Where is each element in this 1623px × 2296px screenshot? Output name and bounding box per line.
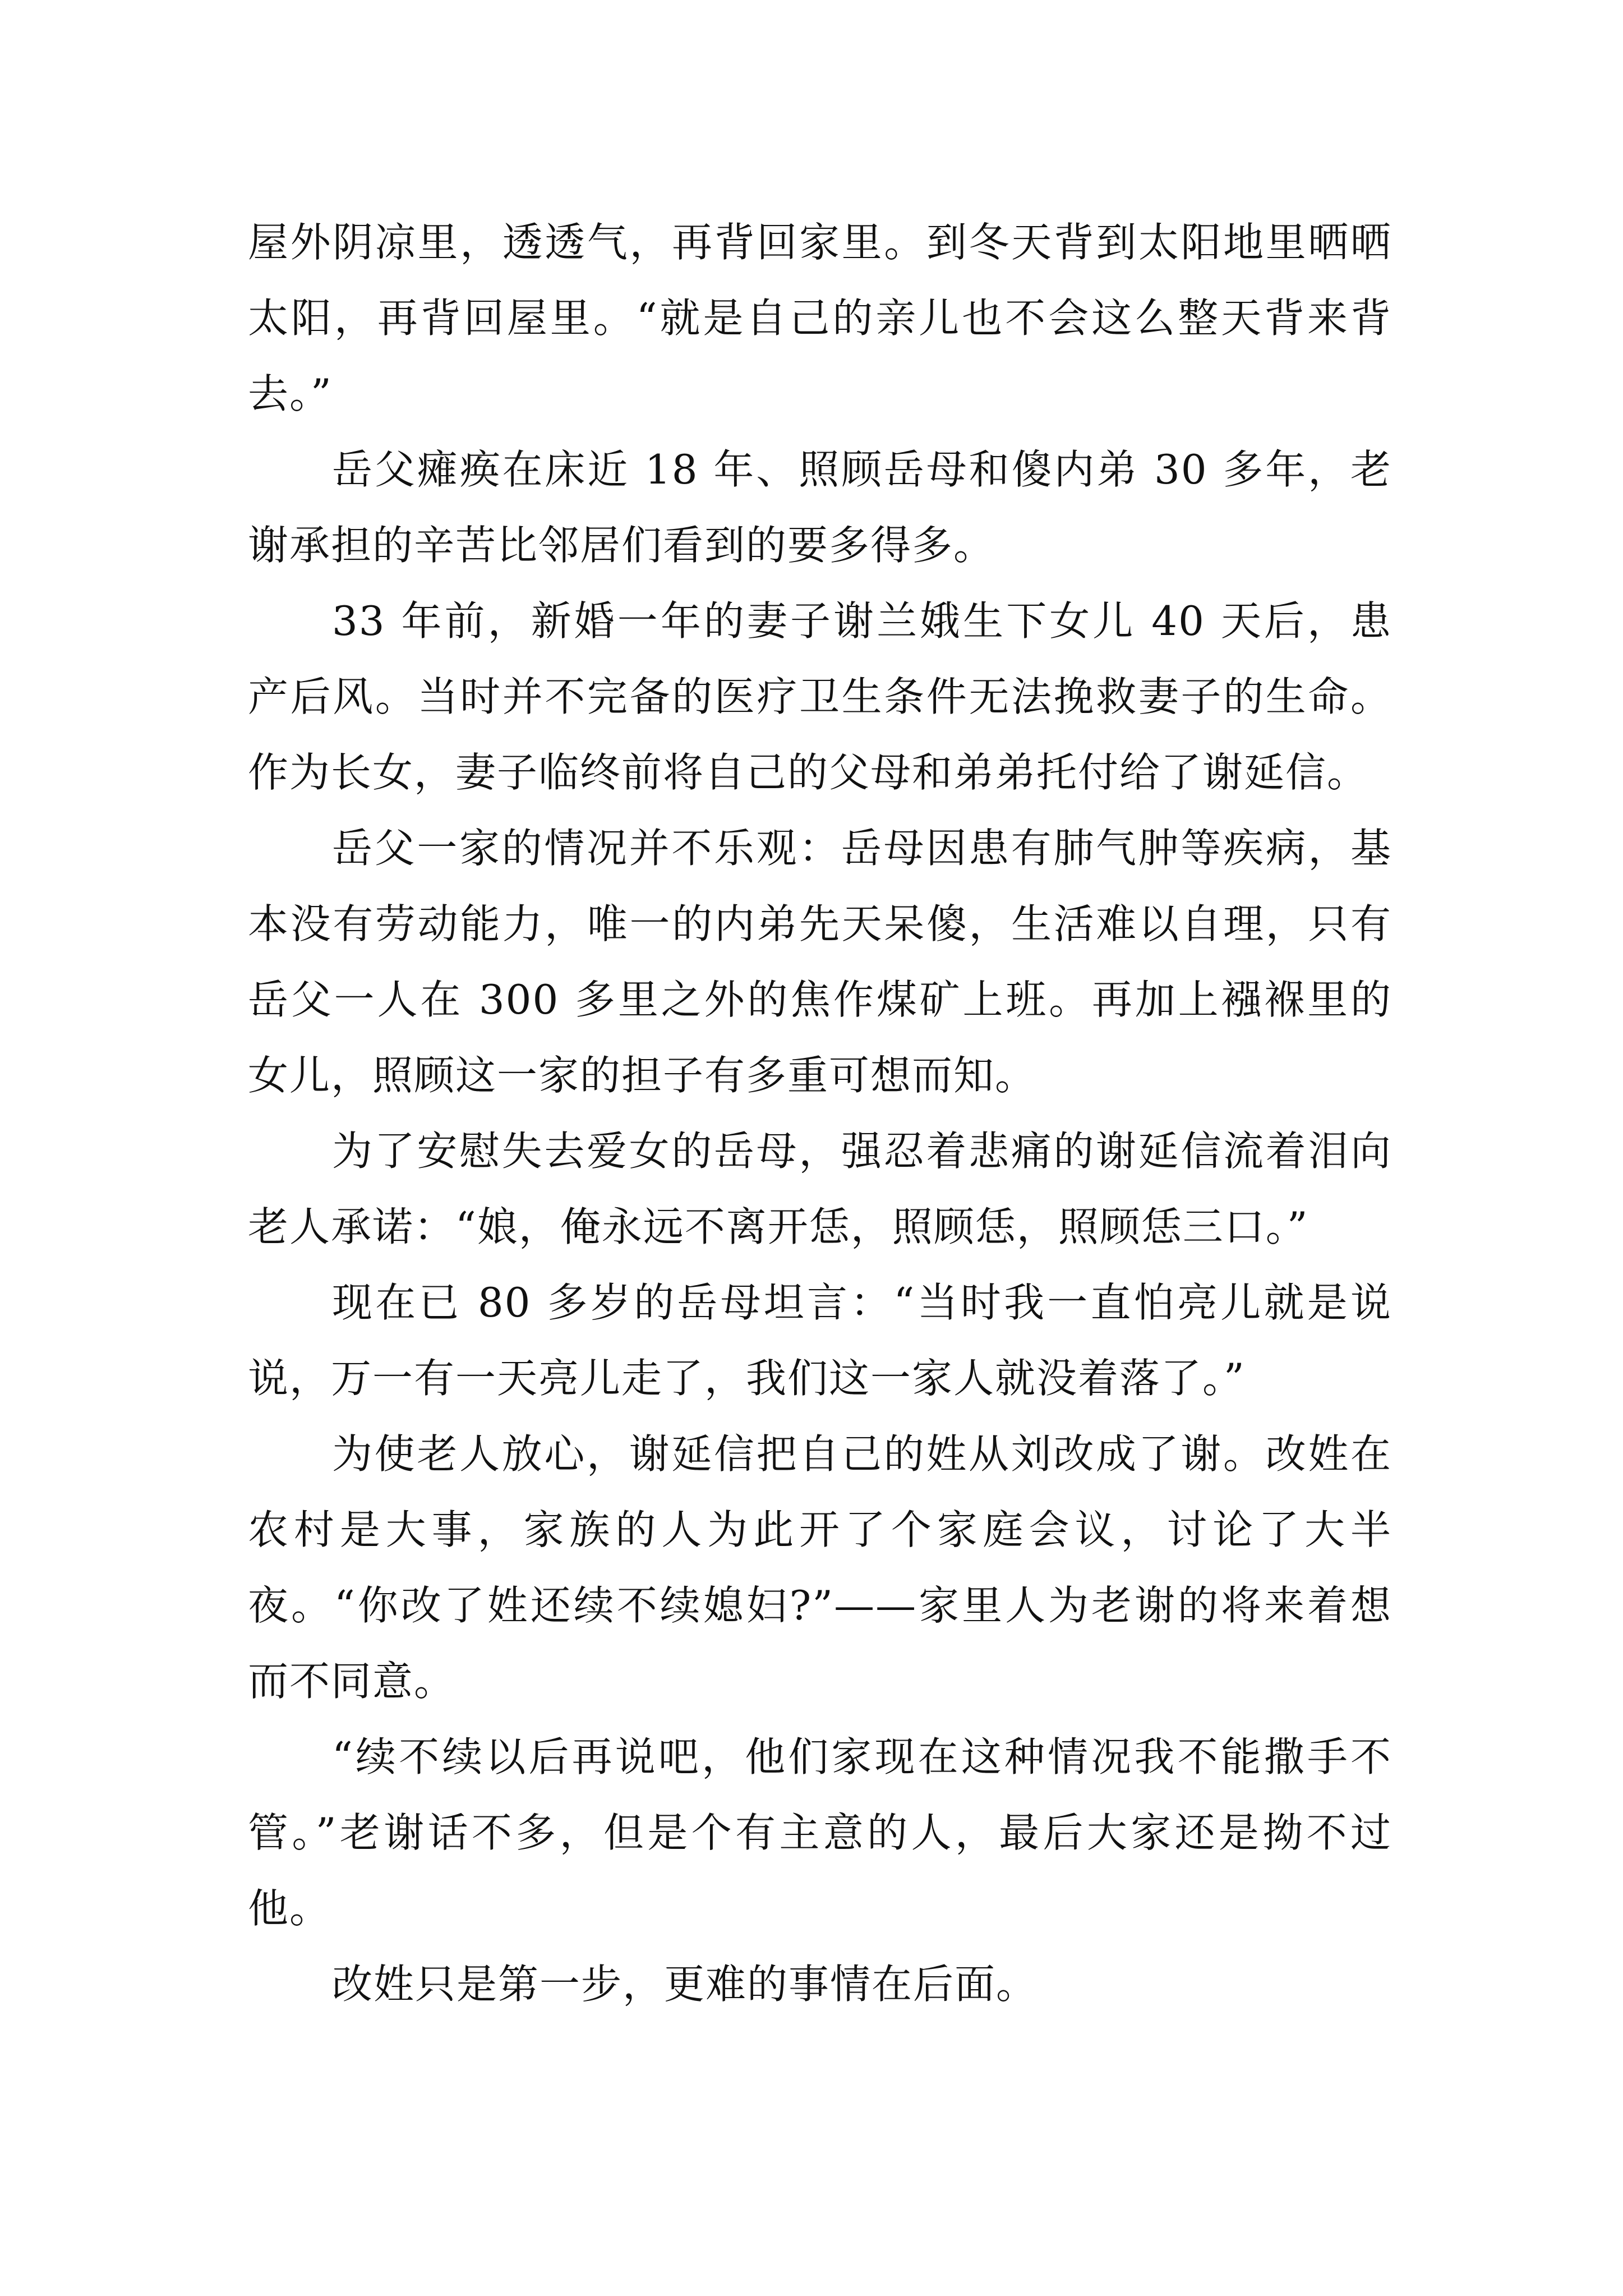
paragraph-2: 岳父瘫痪在床近 18 年、照顾岳母和傻内弟 30 多年，老谢承担的辛苦比邻居们看到的要多得多。: [248, 446, 1392, 569]
paragraph-5: 为了安慰失去爱女的岳母，强忍着悲痛的谢延信流着泪向老人承诺：“娘，俺永远不离开恁，照顾恁，照顾恁三口。”: [248, 1128, 1392, 1250]
paragraph-3: 33 年前，新婚一年的妻子谢兰娥生下女儿 40 天后，患产后风。当时并不完备的医疗卫生条件无法挽救妻子的生命。作为长女，妻子临终前将自己的父母和弟弟托付给了谢延信。: [248, 597, 1392, 796]
paragraph-8: “续不续以后再说吧，他们家现在这种情况我不能撒手不管。”老谢话不多，但是个有主意的人，最后大家还是拗不过他。: [248, 1733, 1392, 1932]
paragraph-1: 屋外阴凉里，透透气，再背回家里。到冬天背到太阳地里晒晒太阳，再背回屋里。“就是自己的亲儿也不会这么整天背来背去。”: [248, 219, 1392, 417]
paragraph-7: 为使老人放心，谢延信把自己的姓从刘改成了谢。改姓在农村是大事，家族的人为此开了个家庭会议，讨论了大半夜。“你改了姓还续不续媳妇?”——家里人为老谢的将来着想而不同意。: [248, 1430, 1392, 1705]
paragraph-9: 改姓只是第一步，更难的事情在后面。: [332, 1961, 1038, 2008]
article-body: [248, 205, 1392, 2022]
paragraph-6: 现在已 80 多岁的岳母坦言：“当时我一直怕亮儿就是说说，万一有一天亮儿走了，我们这一家人就没着落了。”: [248, 1279, 1392, 1402]
paragraph-4: 岳父一家的情况并不乐观：岳母因患有肺气肿等疾病，基本没有劳动能力，唯一的内弟先天呆傻，生活难以自理，只有岳父一人在 300 多里之外的焦作煤矿上班。再加上襁褓里的女儿，照顾这一家的担子有多重可想而知。: [248, 825, 1392, 1099]
